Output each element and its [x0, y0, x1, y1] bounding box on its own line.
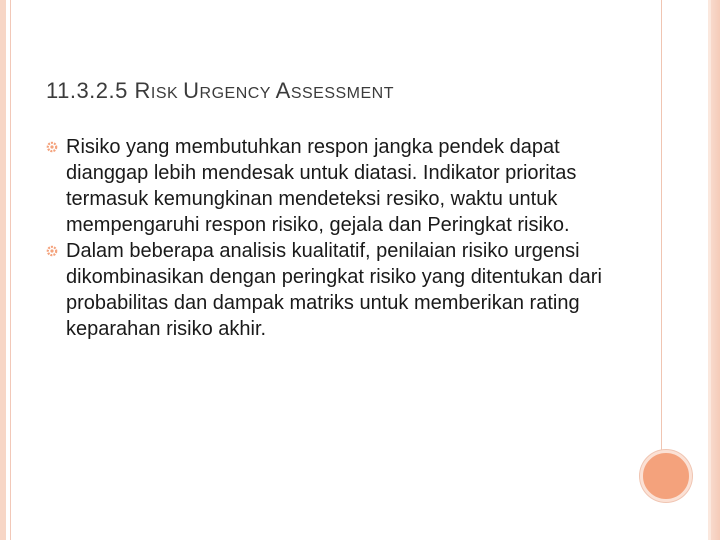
bullet-list [46, 134, 626, 342]
gear-icon [46, 245, 58, 257]
bullet-item [46, 238, 626, 342]
slide-title [46, 78, 394, 104]
title-smallcaps-ssessment: SSESSMENT [290, 85, 394, 102]
bullet-text: Dalam beberapa analisis kualitatif, penilaian risiko urgensi dikombinasikan dengan peringkat risiko yang ditentukan dari probabilitas dan dampak matriks untuk memberikan rating keparahan risiko akhir. [66, 240, 602, 340]
right-border-strip [711, 0, 720, 540]
decorative-vertical-line [661, 0, 662, 452]
title-cap-r: R [134, 78, 151, 103]
bullet-text: Risiko yang membutuhkan respon jangka pendek dapat dianggap lebih mendesak untuk diatasi. Indikator prioritas termasuk kemungkinan mendeteksi resiko, waktu untuk mempengaruhi respon risiko, gejala dan Peringkat risiko. [66, 136, 577, 236]
gear-icon [46, 141, 58, 153]
title-cap-u: U [183, 78, 200, 103]
decorative-circle [640, 450, 692, 502]
title-number: 11.3.2.5 [46, 78, 135, 103]
bullet-item [46, 134, 626, 238]
title-smallcaps-rgency: RGENCY [199, 85, 276, 102]
title-cap-a: A [275, 78, 291, 103]
title-smallcaps-isk: ISK [150, 85, 184, 102]
left-border-strip [0, 0, 6, 540]
